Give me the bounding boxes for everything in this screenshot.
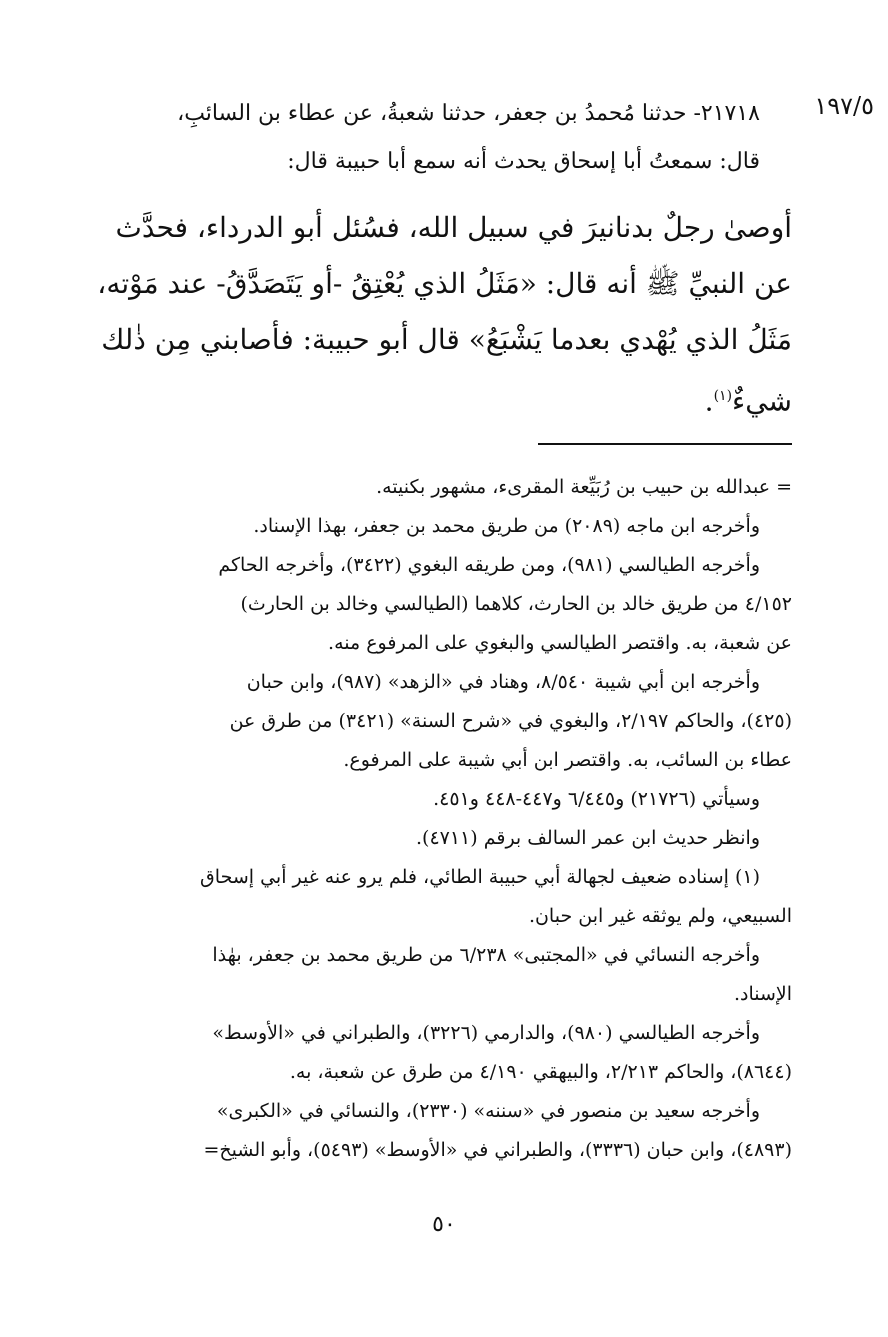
hadith-isnad xyxy=(80,90,760,186)
footnote-paragraph xyxy=(80,858,792,936)
footnote-paragraph xyxy=(80,1092,792,1170)
matn-last-line xyxy=(80,368,792,429)
footnote-line: (٤٢٥)، والحاكم ٢/١٩٧، والبغوي في «شرح السنة» (٣٤٢١) من طرق عن xyxy=(229,710,792,732)
footnote-line: (١) إسناده ضعيف لجهالة أبي حبيبة الطائي، فلم يرو عنه غير أبي إسحاق xyxy=(200,866,760,888)
matn-line-text: شيءٌ xyxy=(732,384,792,418)
footnote-line: وأخرجه الطيالسي (٩٨١)، ومن طريقه البغوي (٣٤٢٢)، وأخرجه الحاكم xyxy=(218,554,760,576)
footnote-line: وأخرجه النسائي في «المجتبى» ٦/٢٣٨ من طريق محمد بن جعفر، بهٰذا xyxy=(212,944,760,966)
footnote-line: وأخرجه ابن ماجه (٢٠٨٩) من طريق محمد بن جعفر، بهذا الإسناد. xyxy=(253,515,760,537)
footnote-paragraph xyxy=(80,936,792,1014)
footnote-line: وأخرجه الطيالسي (٩٨٠)، والدارمي (٣٢٢٦)، والطبراني في «الأوسط» xyxy=(212,1022,760,1044)
hadith-matn xyxy=(80,200,792,429)
footnote-paragraph xyxy=(80,780,792,819)
page-number: ٥٠ xyxy=(432,1212,456,1237)
footnote-paragraph xyxy=(80,468,792,507)
footnote-separator-rule xyxy=(538,443,792,445)
matn-line: أوصىٰ رجلٌ بدنانيرَ في سبيل الله، فسُئل أبو الدرداء، فحدَّث xyxy=(115,211,792,244)
footnote-line: وسيأتي (٢١٧٢٦) و٦/٤٤٥ و٤٤٧-٤٤٨ و٤٥١. xyxy=(433,788,760,810)
footnotes xyxy=(80,468,792,1170)
isnad-line: قال: سمعتُ أبا إسحاق يحدث أنه سمع أبا حبيبة قال: xyxy=(287,149,760,174)
footnote-line: ٤/١٥٢ من طريق خالد بن الحارث، كلاهما (الطيالسي وخالد بن الحارث) xyxy=(240,593,792,615)
footnote-line: عن شعبة، به. واقتصر الطيالسي والبغوي على المرفوع منه. xyxy=(328,632,792,654)
matn-line: مَثَلُ الذي يُهْدي بعدما يَشْبَعُ» قال أبو حبيبة: فأصابني مِن ذٰلك xyxy=(101,323,792,356)
footnote-line: السبيعي، ولم يوثقه غير ابن حبان. xyxy=(528,905,792,927)
footnote-line: (٤٨٩٣)، وابن حبان (٣٣٣٦)، والطبراني في «الأوسط» (٥٤٩٣)، وأبو الشيخ= xyxy=(203,1139,792,1161)
isnad-line: ٢١٧١٨- حدثنا مُحمدُ بن جعفر، حدثنا شعبةُ، عن عطاء بن السائبِ، xyxy=(177,101,760,126)
footnote-paragraph xyxy=(80,663,792,780)
footnote-paragraph xyxy=(80,507,792,546)
footnote-line: وأخرجه سعيد بن منصور في «سننه» (٢٣٣٠)، والنسائي في «الكبرى» xyxy=(216,1100,760,1122)
footnote-line: وانظر حديث ابن عمر السالف برقم (٤٧١١). xyxy=(415,827,760,849)
matn-line: عن النبيِّ ﷺ أنه قال: «مَثَلُ الذي يُعْتِقُ -أو يَتَصَدَّقُ- عند مَوْته، xyxy=(97,267,792,300)
footnote-paragraph xyxy=(80,1014,792,1092)
footnote-line: الإسناد. xyxy=(733,983,792,1005)
footnote-line: وأخرجه ابن أبي شيبة ٨/٥٤٠، وهناد في «الزهد» (٩٨٧)، وابن حبان xyxy=(246,671,760,693)
end-punctuation: . xyxy=(704,384,714,418)
footnote-line: (٨٦٤٤)، والحاكم ٢/٢١٣، والبيهقي ٤/١٩٠ من طرق عن شعبة، به. xyxy=(289,1061,792,1083)
footnote-line: = عبدالله بن حبيب بن رُبَيِّعة المقرىء، مشهور بكنيته. xyxy=(376,476,792,498)
margin-volume-page-reference: ١٩٧/٥ xyxy=(814,92,874,120)
footnote-paragraph xyxy=(80,546,792,663)
footnote-line: عطاء بن السائب، به. واقتصر ابن أبي شيبة على المرفوع. xyxy=(343,749,792,771)
footnote-marker: (١) xyxy=(713,388,733,404)
footnote-paragraph xyxy=(80,819,792,858)
